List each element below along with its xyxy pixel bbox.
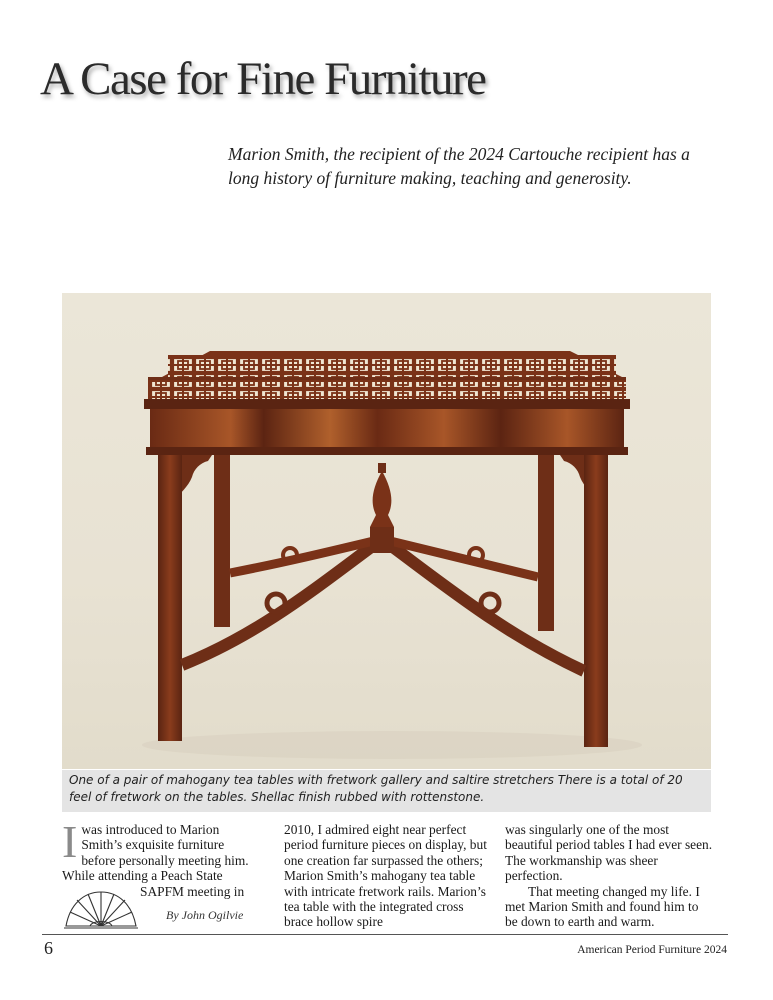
col1-line: While attending a Peach State <box>62 868 223 884</box>
page-number: 6 <box>44 938 53 958</box>
body-column-2 <box>284 822 489 930</box>
col1-line: was introduced to Marion <box>81 822 220 837</box>
article-title: A Case for Fine Furniture <box>40 53 486 105</box>
shell-ornament-icon <box>62 886 140 932</box>
tea-table-photo <box>62 293 711 769</box>
footer-rule <box>42 934 728 935</box>
photo-caption: One of a pair of mahogany tea tables with fretwork gallery and saltire stretchers There is a total of 20 feel of fretwork on the tables. Shellac finish rubbed with rottenstone. <box>62 770 711 812</box>
col1-line: Smith’s exquisite furniture <box>81 837 225 853</box>
drop-cap: I <box>62 816 78 867</box>
body-column-3 <box>505 822 713 930</box>
col1-line: before personally meeting him. <box>81 852 249 868</box>
article-subtitle: Marion Smith, the recipient of the 2024 Cartouche recipient has a long history of furniture making, teaching and generosity. <box>228 144 690 188</box>
publication-footer: American Period Furniture 2024 <box>577 944 727 956</box>
col3-paragraph-1: was singularly one of the most beautiful period tables I had ever seen. The workmanship was sheer perfection. <box>505 822 713 884</box>
col3-paragraph-2: That meeting changed my life. I met Marion Smith and found him to be down to earth and warm. <box>505 883 700 930</box>
byline: By John Ogilvie <box>166 908 244 922</box>
col1-line: SAPFM meeting in <box>140 883 245 899</box>
col2-paragraph: 2010, I admired eight near perfect period furniture pieces on display, but one creation far surpassed the others; Marion Smith’s mahogany tea table with intricate fretwork rails. Marion’s tea table with the integrated cross brace hollow spire <box>284 822 487 930</box>
tea-table-illustration <box>62 293 711 769</box>
